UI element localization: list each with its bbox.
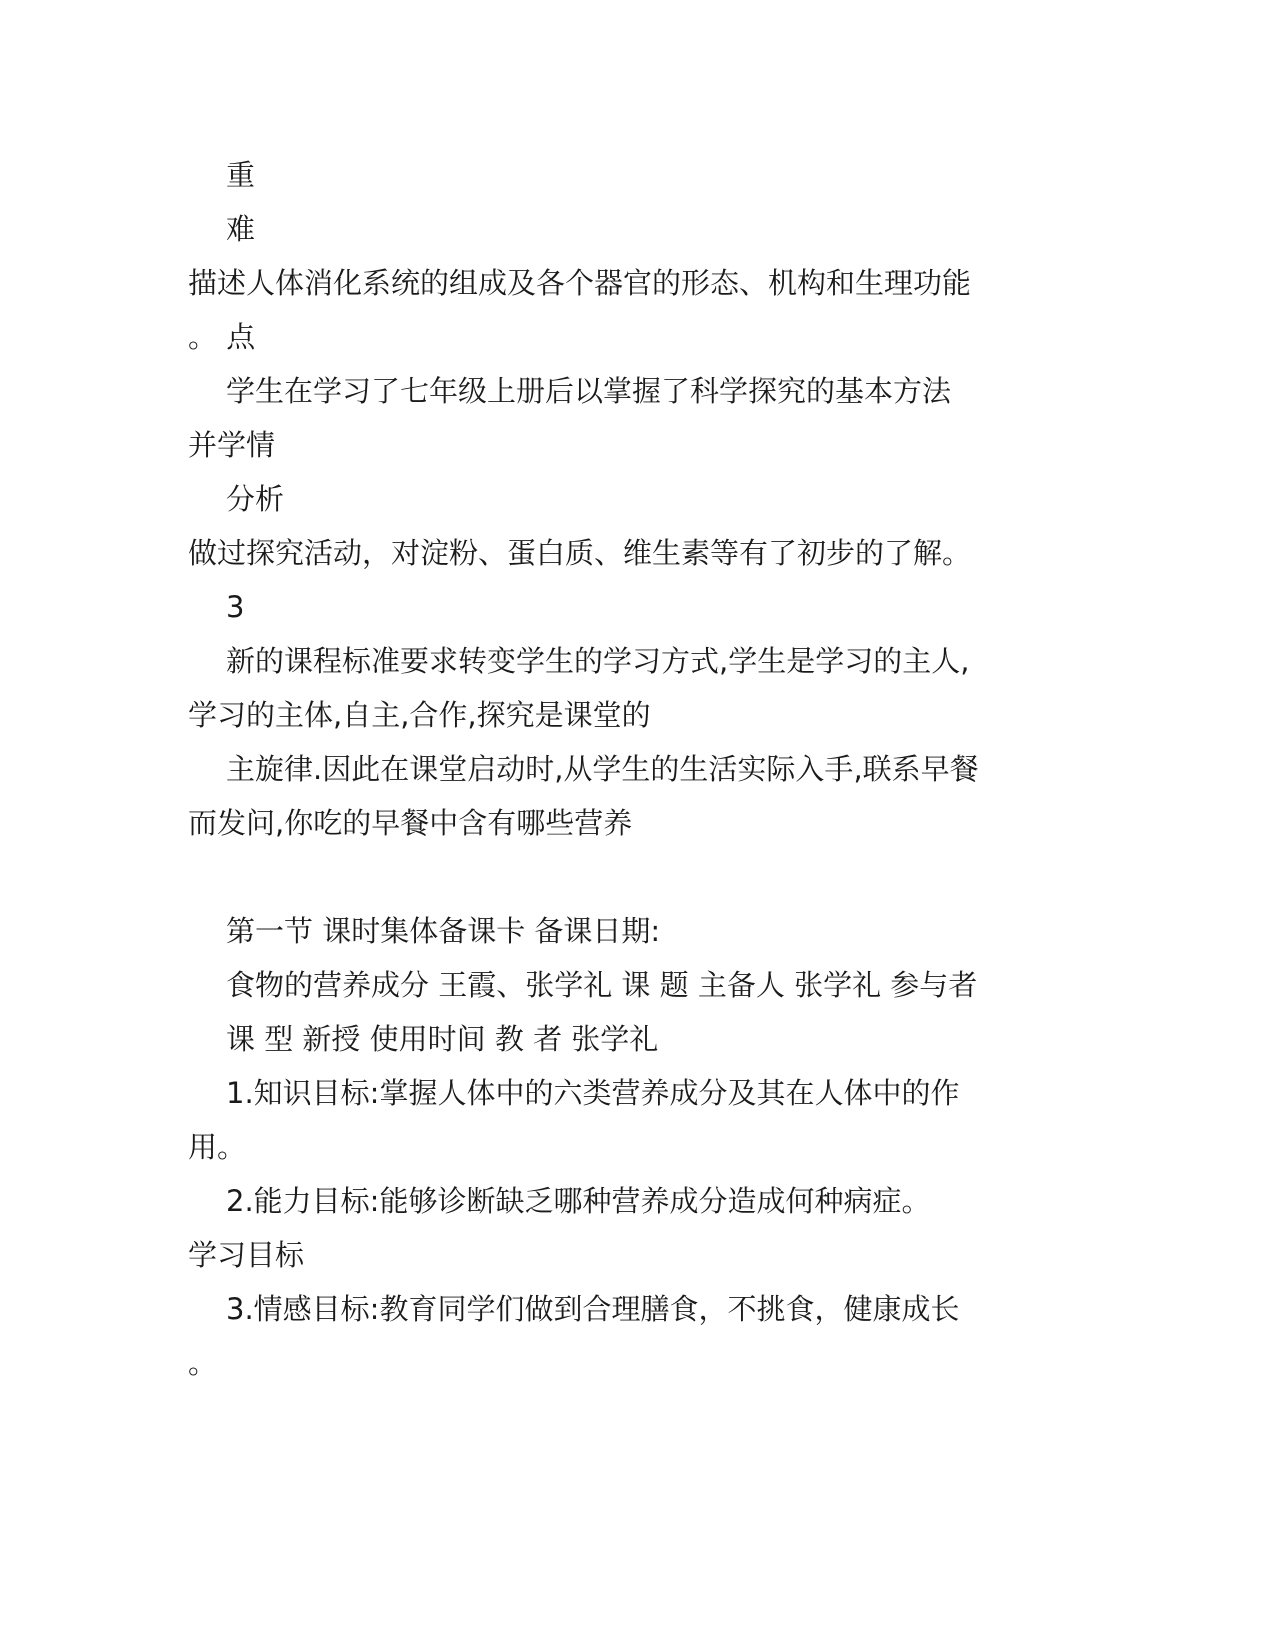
key-difficult-label-dian: 。 点	[188, 320, 256, 354]
design-intent-text-3: 主旋律.因此在课堂启动时,从学生的生活实际入手,联系早餐	[226, 752, 979, 786]
learner-analysis-text-1: 学生在学习了七年级上册后以掌握了科学探究的基本方法	[226, 374, 952, 408]
learner-analysis-label-2: 分析	[226, 482, 285, 516]
key-difficult-content: 描述人体消化系统的组成及各个器官的形态、机构和生理功能	[188, 266, 972, 300]
lesson-card-header: 第一节 课时集体备课卡 备课日期:	[226, 914, 661, 948]
knowledge-goal-text-2: 用。	[188, 1130, 247, 1164]
key-difficult-label-zhong: 重	[226, 158, 256, 192]
lesson-type-row: 课 型 新授 使用时间 教 者 张学礼	[226, 1022, 659, 1056]
design-intent-text-1: 新的课程标准要求转变学生的学习方式,学生是学习的主人,	[226, 644, 970, 678]
design-intent-text-4: 而发问,你吃的早餐中含有哪些营养	[188, 806, 633, 840]
ability-goal-text: 2.能力目标:能够诊断缺乏哪种营养成分造成何种病症。	[226, 1184, 931, 1218]
design-intent-text-2: 学习的主体,自主,合作,探究是课堂的	[188, 698, 651, 732]
lesson-topic-row: 食物的营养成分 王霞、张学礼 课 题 主备人 张学礼 参与者	[226, 968, 978, 1002]
emotion-goal-text-2: 。	[188, 1346, 218, 1380]
emotion-goal-text-1: 3.情感目标:教育同学们做到合理膳食，不挑食，健康成长	[226, 1292, 960, 1326]
section-number: 3	[226, 590, 245, 624]
knowledge-goal-text-1: 1.知识目标:掌握人体中的六类营养成分及其在人体中的作	[226, 1076, 960, 1110]
learning-goals-label: 学习目标	[188, 1238, 305, 1272]
learner-analysis-label-1: 并学情	[188, 428, 276, 462]
learner-analysis-text-2: 做过探究活动，对淀粉、蛋白质、维生素等有了初步的了解。	[188, 536, 972, 570]
key-difficult-label-nan: 难	[226, 212, 256, 246]
